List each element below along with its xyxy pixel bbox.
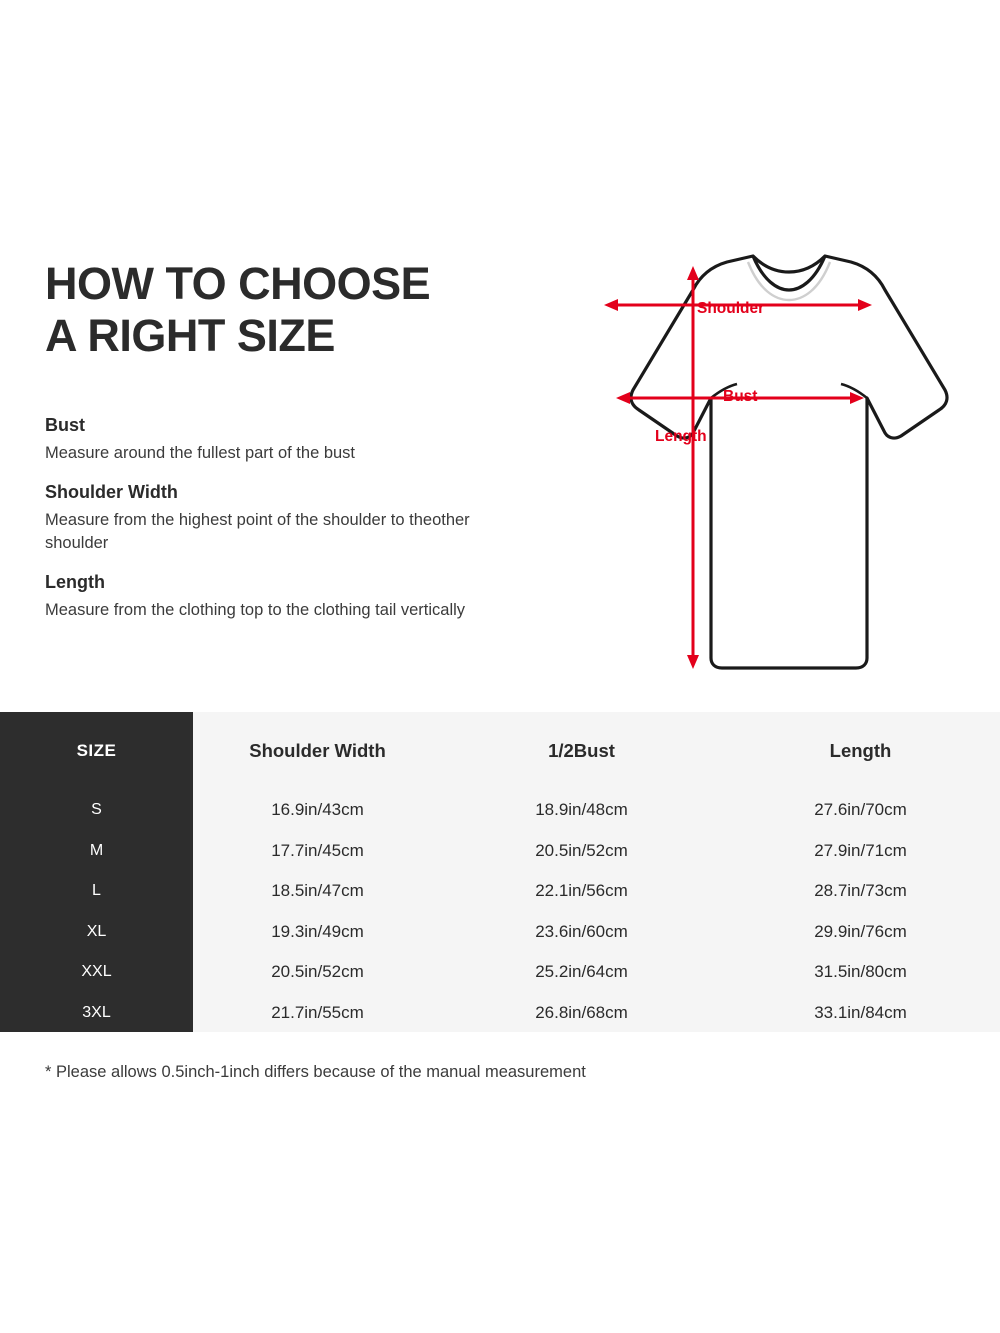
cell-half-bust: 26.8in/68cm xyxy=(535,1002,628,1022)
cell-half-bust: 18.9in/48cm xyxy=(535,800,628,820)
cell-shoulder-width: 21.7in/55cm xyxy=(271,1002,364,1022)
definition-bust-text: Measure around the fullest part of the bust xyxy=(45,444,356,462)
cell-shoulder-width: 17.7in/45cm xyxy=(271,840,364,860)
cell-shoulder-width: 20.5in/52cm xyxy=(271,962,364,982)
definition-length xyxy=(45,572,515,622)
cell-length: 29.9in/76cm xyxy=(814,921,907,941)
cell-half-bust: 22.1in/56cm xyxy=(535,881,628,901)
cell-length: 27.9in/71cm xyxy=(814,840,907,860)
cell-length: 31.5in/80cm xyxy=(814,962,907,982)
measurement-disclaimer: * Please allows 0.5inch-1inch differs because of the manual measurement xyxy=(45,1063,586,1081)
definition-length-title: Length xyxy=(45,572,105,592)
table-row xyxy=(0,831,1000,872)
cell-shoulder-width: 19.3in/49cm xyxy=(271,921,364,941)
cell-size: 3XL xyxy=(82,1003,111,1021)
shoulder-measure-label: Shoulder xyxy=(697,300,765,317)
cell-shoulder-width: 18.5in/47cm xyxy=(271,881,364,901)
definition-length-text: Measure from the clothing top to the clothing tail vertically xyxy=(45,601,466,619)
size-table xyxy=(0,712,1000,1033)
cell-size: XXL xyxy=(81,963,112,981)
page-title xyxy=(45,258,515,362)
definition-shoulder-width-title: Shoulder Width xyxy=(45,482,178,502)
measurement-definitions xyxy=(45,415,515,639)
column-header-length: Length xyxy=(829,740,892,761)
table-row xyxy=(0,952,1000,993)
column-header-half-bust: 1/2Bust xyxy=(548,740,615,761)
table-row xyxy=(0,871,1000,912)
column-header-size: SIZE xyxy=(76,741,117,760)
cell-size: L xyxy=(92,882,101,900)
table-row xyxy=(0,790,1000,831)
definition-bust-title: Bust xyxy=(45,415,85,435)
cell-length: 33.1in/84cm xyxy=(814,1002,907,1022)
cell-half-bust: 20.5in/52cm xyxy=(535,840,628,860)
cell-size: S xyxy=(91,801,102,819)
tshirt-diagram xyxy=(505,240,975,690)
cell-length: 27.6in/70cm xyxy=(814,800,907,820)
length-measure-label: Length xyxy=(655,428,707,445)
definition-shoulder-width xyxy=(45,482,515,555)
cell-size: M xyxy=(89,841,104,859)
cell-half-bust: 23.6in/60cm xyxy=(535,921,628,941)
page-title-line-1: HOW TO CHOOSE xyxy=(45,258,431,309)
cell-length: 28.7in/73cm xyxy=(814,881,907,901)
bust-measure-label: Bust xyxy=(723,388,758,405)
size-chart xyxy=(0,712,1000,1032)
table-row xyxy=(0,912,1000,953)
cell-shoulder-width: 16.9in/43cm xyxy=(271,800,364,820)
table-row xyxy=(0,993,1000,1034)
definition-shoulder-width-text: Measure from the highest point of the shoulder to theother shoulder xyxy=(45,511,470,552)
table-header-row xyxy=(0,712,1000,790)
cell-half-bust: 25.2in/64cm xyxy=(535,962,628,982)
cell-size: XL xyxy=(86,922,107,940)
column-header-shoulder-width: Shoulder Width xyxy=(249,740,386,761)
definition-bust xyxy=(45,415,515,465)
page-title-line-2: A RIGHT SIZE xyxy=(45,310,335,361)
